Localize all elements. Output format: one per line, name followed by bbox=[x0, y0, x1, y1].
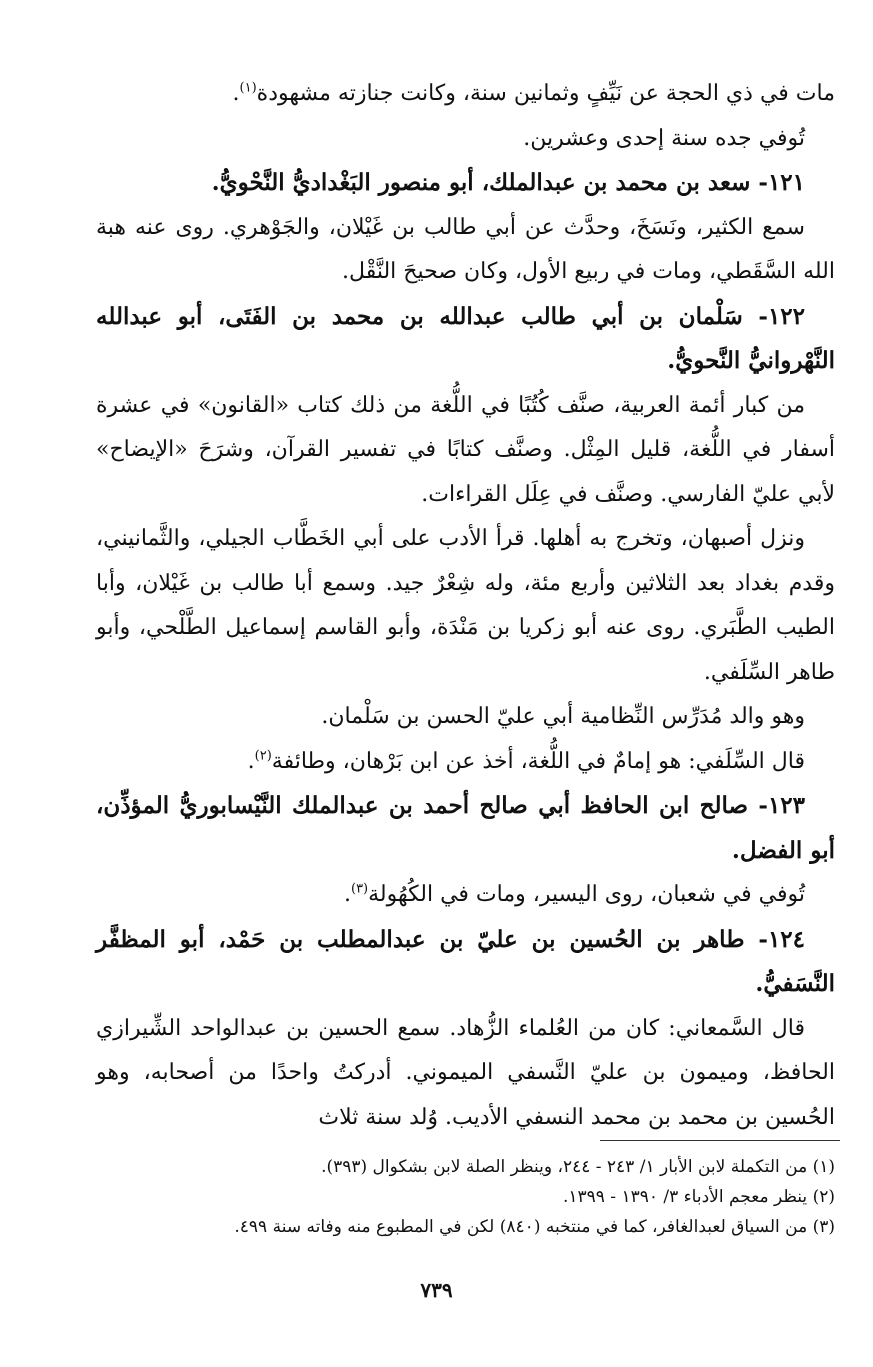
page-number: ٧٣٩ bbox=[420, 1278, 453, 1302]
paragraph-entry-123: تُوفي في شعبان، روى اليسير، ومات في الكُهُولة$^{(٣)}$. bbox=[343, 881, 805, 907]
paragraph-death-note: مات في ذي الحجة عن نَيِّفٍ وثمانين سنة، وكانت جنازته مشهودة$^{(١)}$. bbox=[232, 80, 835, 106]
entry-heading-121: ١٢١- سعد بن محمد بن عبدالملك، أبو منصور البَغْداديُّ النَّحْويُّ. bbox=[211, 169, 805, 196]
paragraph-grandfather-death: تُوفي جده سنة إحدى وعشرين. bbox=[523, 125, 805, 151]
entry-heading-123: ١٢٣- صالح ابن الحافظ أبي صالح أحمد بن عبدالملك النَّيْسابوريُّ المؤذِّن، أبو الفضل. bbox=[96, 792, 835, 864]
entry-heading-124: ١٢٤- طاهر بن الحُسين بن عليّ بن عبدالمطلب بن حَمْد، أبو المظفَّر النَّسَفيُّ. bbox=[96, 925, 835, 997]
footnote-3: (٣) من السياق لعبدالغافر، كما في منتخبه (٨٤٠) لكن في المطبوع منه وفاته سنة ٤٩٩. bbox=[234, 1217, 835, 1237]
main-text bbox=[96, 72, 835, 1140]
paragraph-entry-122-teachers: ونزل أصبهان، وتخرج به أهلها. قرأ الأدب على أبي الخَطَّاب الجيلي، والثَّمانيني، وقدم بغداد بعد الثلاثين وأربع مئة، وله شِعْرٌ جيد. وسمع أبا طالب بن غَيْلان، وأبا الطيب الطَّبَري. روى عنه أبو زكريا بن مَنْدَة، وأبو القاسم إسماعيل الطَّلْحي، وأبو طاهر السِّلَفي. bbox=[96, 526, 835, 685]
paragraph-entry-122-works: من كبار أئمة العربية، صنَّف كُتُبًا في اللُّغة من ذلك كتاب «القانون» في عشرة أسفار في اللُّغة، قليل المِثْل. وصنَّف كتابًا في تفسير القرآن، وشرَحَ «الإيضاح» لأبي عليّ الفارسي. وصنَّف في عِلَل القراءات. bbox=[96, 392, 835, 507]
footnote-ref-3[interactable]: (٣) bbox=[350, 881, 369, 897]
footnote-divider bbox=[600, 1140, 840, 1141]
paragraph-entry-122-silafi: قال السِّلَفي: هو إمامٌ في اللُّغة، أخذ عن ابن بَرْهان، وطائفة$^{(٢)}$. bbox=[247, 748, 805, 774]
footnote-ref-2[interactable]: (٢) bbox=[254, 748, 272, 764]
footnote-1: (١) من التكملة لابن الأبار ١/ ٢٤٣ - ٢٤٤، وينظر الصلة لابن بشكوال (٣٩٣). bbox=[321, 1157, 835, 1177]
entry-heading-122: ١٢٢- سَلْمان بن أبي طالب عبدالله بن محمد بن الفَتَى، أبو عبدالله النَّهْروانيُّ النَّحويُّ. bbox=[96, 302, 835, 374]
footnote-ref-1[interactable]: (١) bbox=[239, 80, 257, 96]
footnote-2: (٢) ينظر معجم الأدباء ٣/ ١٣٩٠ - ١٣٩٩. bbox=[562, 1187, 835, 1207]
paragraph-entry-124: قال السَّمعاني: كان من العُلماء الزُّهاد. سمع الحسين بن عبدالواحد الشِّيرازي الحافظ، وميمون بن عليّ النَّسفي الميموني. أدركتُ واحدًا من أصحابه، وهو الحُسين بن محمد بن محمد النسفي الأديب. وُلد سنة ثلاث bbox=[96, 1015, 835, 1130]
paragraph-entry-122-son: وهو والد مُدَرِّس النِّظامية أبي عليّ الحسن بن سَلْمان. bbox=[321, 704, 805, 729]
paragraph-entry-121: سمع الكثير، ونَسَخَ، وحدَّث عن أبي طالب بن غَيْلان، والجَوْهري. روى عنه هبة الله السَّقَطي، ومات في ربيع الأول، وكان صحيحَ النَّقْل. bbox=[96, 214, 835, 284]
footnotes bbox=[60, 1152, 835, 1242]
